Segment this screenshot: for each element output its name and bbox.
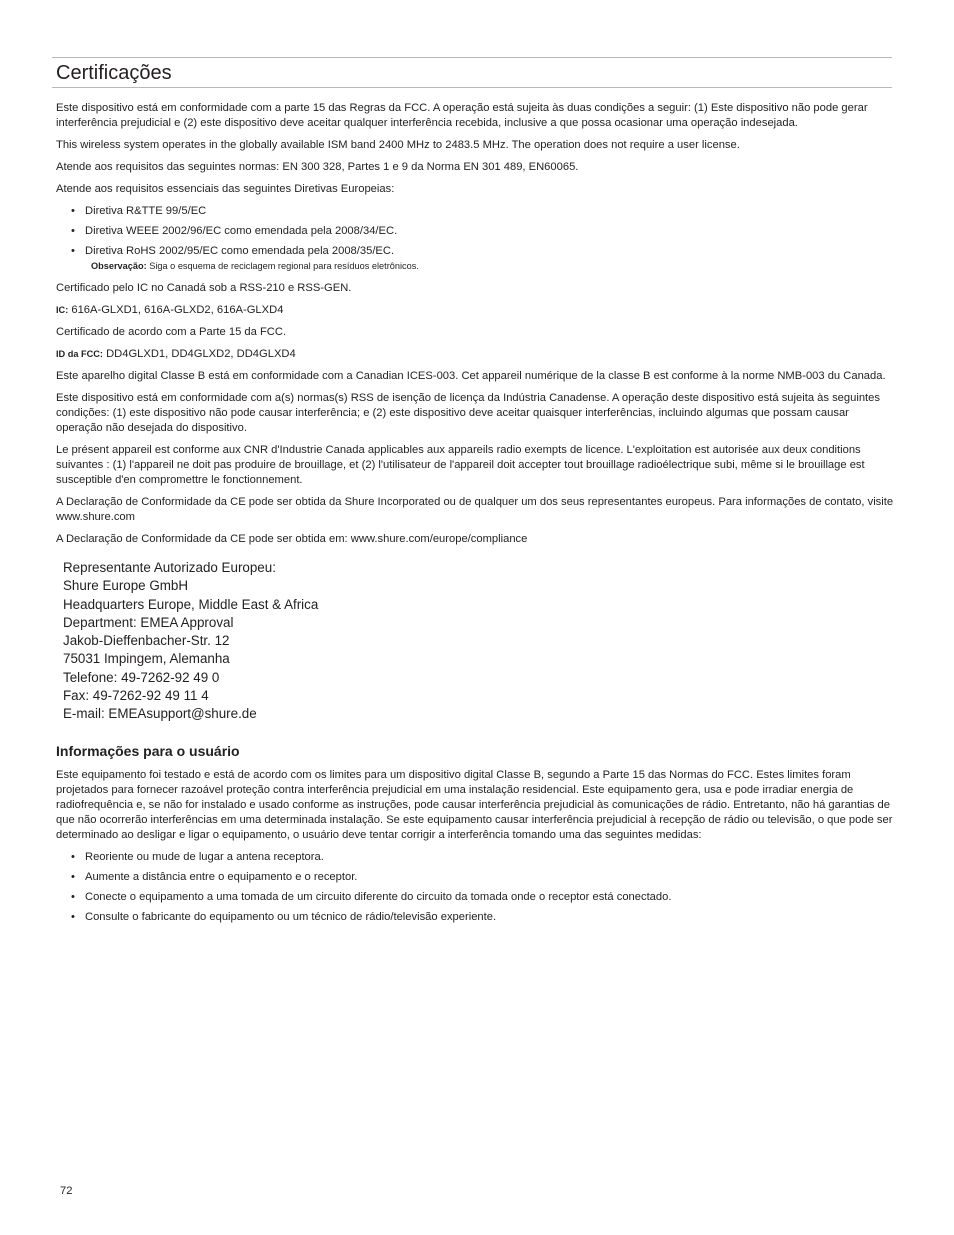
address-line: Representante Autorizado Europeu: (63, 560, 276, 575)
fcc-id-value: DD4GLXD1, DD4GLXD2, DD4GLXD4 (102, 348, 296, 360)
rss-exemption-paragraph: Este dispositivo está em conformidade com a(s) normas(s) RSS de isenção de licença da Indústria Canadense. A operação deste dispositivo está sujeita às seguintes condições: (1) este dispositivo não pode causar interferência; e (2) este dispositivo deve aceitar quaisquer interferências, incluindo algumas que possam causar operação não desejada do dispositivo. (56, 392, 880, 434)
recycling-note (56, 260, 896, 272)
list-item-text: Aumente a distância entre o equipamento e o receptor. (85, 870, 358, 883)
list-item (56, 244, 896, 259)
ic-certified-paragraph: Certificado pelo IC no Canadá sob a RSS-210 e RSS-GEN. (56, 282, 352, 294)
cnr-french-paragraph: Le présent appareil est conforme aux CNR d'Industrie Canada applicables aux appareils radio exempts de licence. L'exploitation est autorisée aux deux conditions suivantes : (1) l'appareil ne doit pas produire de brouillage, et (2) l'utilisateur de l'appareil doit accepter tout brouillage radioélectrique subi, même si le brouillage est susceptible d'en compromettre le fonctionnement. (56, 444, 865, 486)
title-rule-top (52, 57, 892, 58)
address-line: Headquarters Europe, Middle East & Africa (63, 596, 319, 612)
page-title: Certificações (56, 62, 172, 84)
list-item (56, 850, 896, 865)
bullet: • (71, 225, 75, 237)
address-line: E-mail: EMEAsupport@shure.de (63, 706, 257, 722)
address-line: Fax: 49-7262-92 49 11 4 (63, 688, 209, 704)
list-item-text: Conecte o equipamento a uma tomada de um circuito diferente do circuito da tomada onde o receptor está conectado. (85, 890, 672, 903)
measures-list (56, 850, 896, 925)
list-item-text: Reoriente ou mude de lugar a antena receptora. (85, 850, 324, 863)
bullet: • (71, 870, 75, 883)
page-number: 72 (60, 1185, 73, 1197)
directives-intro-paragraph: Atende aos requisitos essenciais das seguintes Diretivas Europeias: (56, 183, 395, 195)
bullet: • (71, 205, 75, 217)
european-representative-address (63, 559, 896, 724)
bullet: • (71, 910, 75, 923)
list-item (56, 204, 896, 219)
address-line: 75031 Impingem, Alemanha (63, 651, 230, 667)
title-rule-bottom (52, 87, 892, 88)
list-item (56, 870, 896, 885)
address-line: Department: EMEA Approval (63, 614, 234, 630)
user-info-heading: Informações para o usuário (56, 742, 240, 759)
standards-paragraph: Atende aos requisitos das seguintes normas: EN 300 328, Partes 1 e 9 da Norma EN 301 489, EN60065. (56, 161, 579, 173)
fcc-id-label: ID da FCC: (56, 349, 103, 359)
ic-label: IC: (56, 305, 69, 315)
directives-list (56, 204, 896, 259)
fcc-certified-paragraph: Certificado de acordo com a Parte 15 da FCC. (56, 326, 287, 338)
list-item-text: Consulte o fabricante do equipamento ou um técnico de rádio/televisão experiente. (85, 910, 497, 923)
ism-band-paragraph: This wireless system operates in the globally available ISM band 2400 MHz to 2483.5 MHz. The operation does not require a user license. (56, 139, 740, 151)
ce-declaration-url-paragraph: A Declaração de Conformidade da CE pode ser obtida em: www.shure.com/europe/compliance (56, 533, 528, 545)
ce-declaration-contact-paragraph: A Declaração de Conformidade da CE pode ser obtida da Shure Incorporated ou de qualquer um dos seus representantes europeus. Para informações de contato, visite www.shure.com (56, 496, 894, 523)
user-info-paragraph: Este equipamento foi testado e está de acordo com os limites para um dispositivo digital Classe B, segundo a Parte 15 das Normas do FCC. Estes limites foram projetados para fornecer razoável proteção contra interferência prejudicial em uma instalação residencial. Este equipamento gera, usa e pode irradiar energia de radiofrequência e, se não for instalado e usado conforme as instruções, pode causar interferência prejudicial às comunicações de rádio. Entretanto, não há garantias de que não ocorrerão interferências em uma determinada instalação. Se este equipamento causar interferência prejudicial à recepção de rádio ou televisão, o que pode ser determinado ao desligar e ligar o equipamento, o usuário deve tentar corrigir a interferência tomando uma das seguintes medidas: (56, 768, 893, 841)
address-line: Shure Europe GmbH (63, 578, 189, 594)
list-item-text: Diretiva WEEE 2002/96/EC como emendada pela 2008/34/EC. (85, 225, 398, 237)
list-item (56, 890, 896, 905)
list-item-text: Diretiva RoHS 2002/95/EC como emendada pela 2008/35/EC. (85, 245, 395, 257)
bullet: • (71, 850, 75, 863)
fcc-id-paragraph (56, 347, 896, 362)
list-item (56, 910, 896, 925)
ic-value: 616A-GLXD1, 616A-GLXD2, 616A-GLXD4 (68, 304, 284, 316)
note-text: Siga o esquema de reciclagem regional para resíduos eletrônicos. (146, 261, 419, 271)
fcc-compliance-paragraph: Este dispositivo está em conformidade com a parte 15 das Regras da FCC. A operação está sujeita às duas condições a seguir: (1) Este dispositivo não pode gerar interferência prejudicial e (2) este dispositivo deve aceitar qualquer interferência recebida, inclusive a que possa ocasionar uma operação indesejada. (56, 102, 868, 129)
ic-number-paragraph (56, 303, 896, 318)
bullet: • (71, 890, 75, 903)
list-item-text: Diretiva R&TTE 99/5/EC (85, 205, 207, 217)
list-item (56, 224, 896, 239)
page-content (56, 101, 896, 930)
address-line: Jakob-Dieffenbacher-Str. 12 (63, 633, 230, 649)
bullet: • (71, 245, 75, 257)
address-line: Telefone: 49-7262-92 49 0 (63, 669, 220, 685)
ices-paragraph: Este aparelho digital Classe B está em conformidade com a Canadian ICES-003. Cet appareil numérique de la classe B est conforme à la norme NMB-003 du Canada. (56, 370, 886, 382)
note-label: Observação: (91, 261, 147, 271)
